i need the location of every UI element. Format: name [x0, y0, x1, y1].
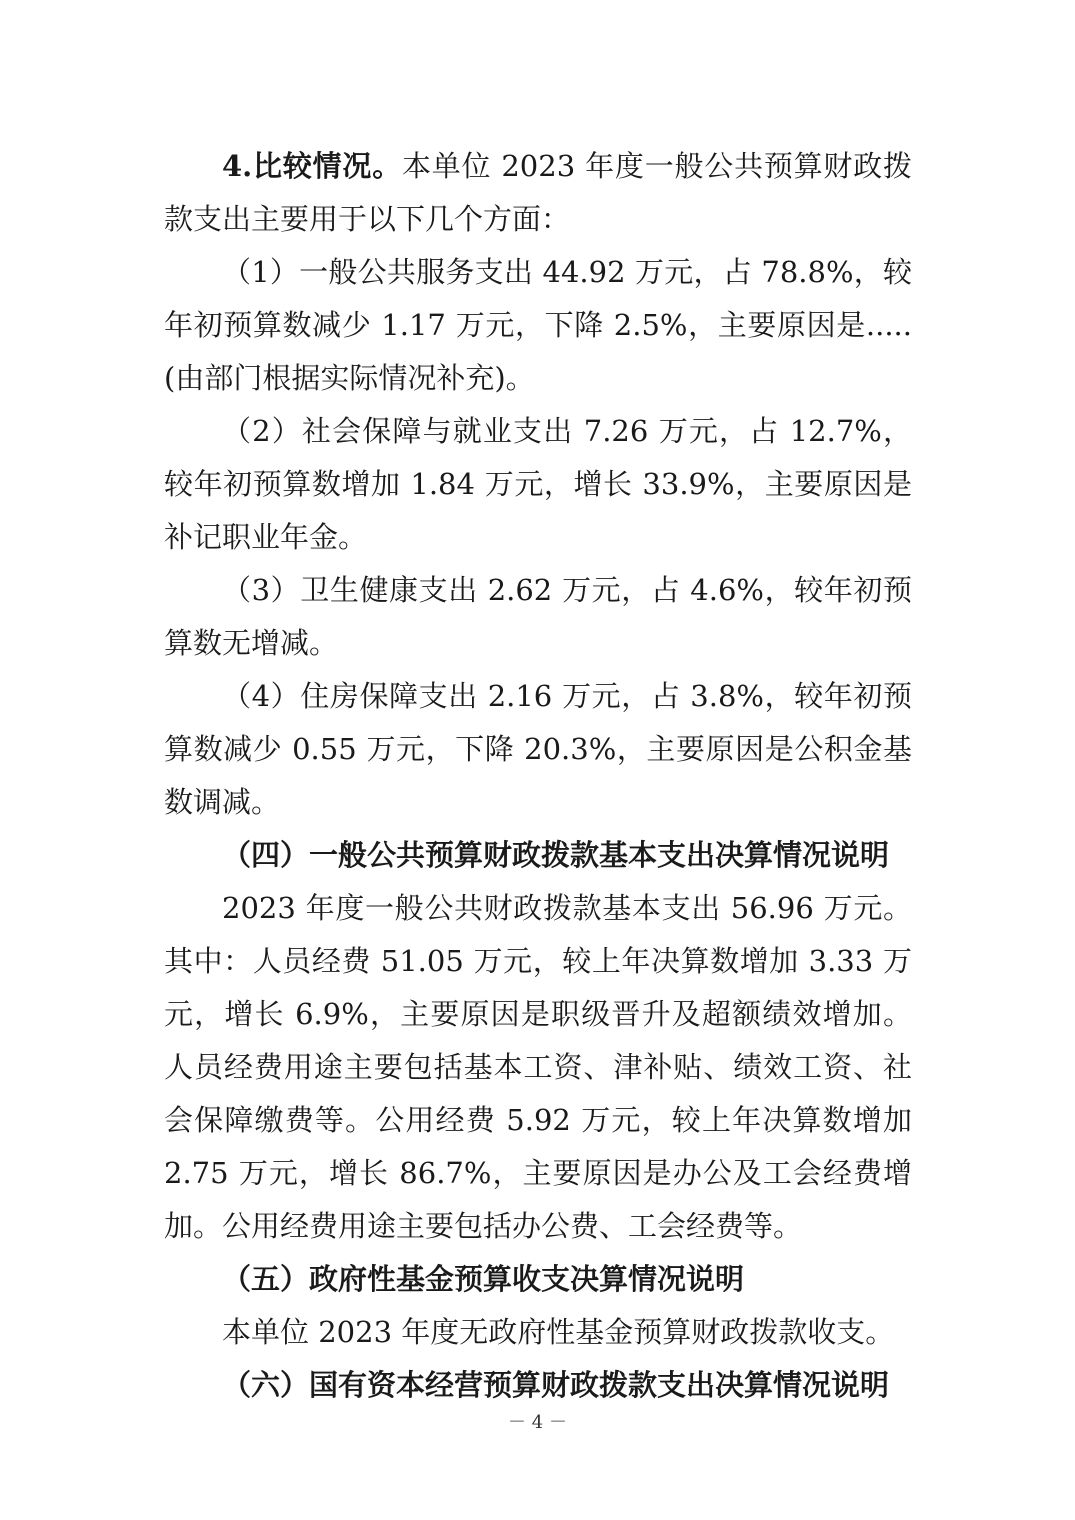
- paragraph-lead: 4.比较情况。: [222, 149, 402, 183]
- paragraph-comparison: [164, 140, 912, 246]
- section-heading-5: （五）政府性基金预算收支决算情况说明: [222, 1262, 745, 1296]
- paragraph-basic-expenditure: 2023 年度一般公共财政拨款基本支出 56.96 万元。其中：人员经费 51.05 万元，较上年决算数增加 3.33 万元，增长 6.9%，主要原因是职级晋升及超额绩效增加。人员经费用途主要包括基本工资、津补贴、绩效工资、社会保障缴费等。公用经费 5.92 万元，较上年决算数增加 2.75 万元，增长 86.7%，主要原因是办公及工会经费增加。公用经费用途主要包括办公费、工会经费等。: [164, 891, 912, 1243]
- paragraph-item-1: （1）一般公共服务支出 44.92 万元，占 78.8%，较年初预算数减少 1.17 万元，下降 2.5%，主要原因是..... (由部门根据实际情况补充)。: [164, 255, 912, 395]
- paragraph-item-4: （4）住房保障支出 2.16 万元，占 3.8%，较年初预算数减少 0.55 万元，下降 20.3%，主要原因是公积金基数调减。: [164, 679, 912, 819]
- document-body: [164, 140, 912, 1412]
- paragraph-item-3: （3）卫生健康支出 2.62 万元，占 4.6%，较年初预算数无增减。: [164, 573, 912, 660]
- section-heading-4: （四）一般公共预算财政拨款基本支出决算情况说明: [222, 838, 890, 872]
- paragraph-government-fund: 本单位 2023 年度无政府性基金预算财政拨款收支。: [222, 1315, 895, 1349]
- paragraph-text: 本单位 2023 年度一般公共预算财政拨款支出主要用于以下几个方面：: [164, 149, 912, 236]
- section-heading-6: （六）国有资本经营预算财政拨款支出决算情况说明: [222, 1368, 890, 1402]
- page-number: － 4 －: [508, 1412, 567, 1433]
- paragraph-item-2: （2）社会保障与就业支出 7.26 万元，占 12.7%，较年初预算数增加 1.84 万元，增长 33.9%，主要原因是补记职业年金。: [164, 414, 912, 554]
